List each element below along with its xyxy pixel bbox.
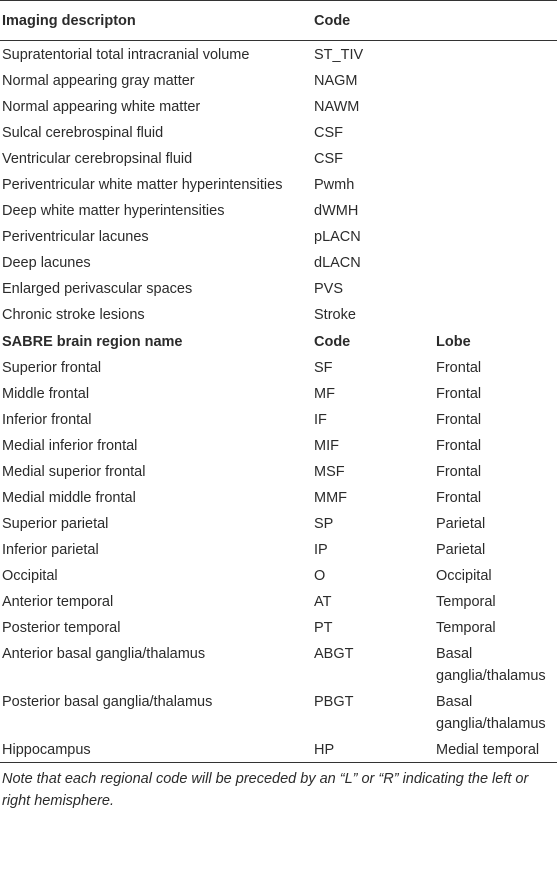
table-row — [0, 275, 557, 301]
cell-lobe: Parietal — [436, 542, 486, 558]
cell-lobe: Parietal — [436, 516, 486, 532]
region-section-header — [0, 327, 557, 354]
table-row — [0, 145, 557, 171]
cell-empty — [434, 171, 557, 197]
header-imaging-description: Imaging descripton — [2, 13, 136, 29]
cell-code: NAGM — [314, 73, 358, 89]
table-footnote: Note that each regional code will be preceded by an “L” or “R” indicating the left or right hemisphere. — [2, 771, 529, 809]
table-row — [0, 301, 557, 327]
table-row — [0, 458, 557, 484]
cell-code: PT — [314, 620, 333, 636]
cell-name: Hippocampus — [2, 742, 91, 758]
table-row — [0, 119, 557, 145]
cell-code: AT — [314, 594, 332, 610]
header-region-name: SABRE brain region name — [2, 334, 183, 350]
cell-lobe: Temporal — [436, 594, 496, 610]
cell-name: Occipital — [2, 568, 58, 584]
cell-desc: Normal appearing white matter — [2, 99, 201, 115]
cell-desc: Sulcal cerebrospinal fluid — [2, 125, 164, 141]
cell-code: O — [314, 568, 326, 584]
imaging-section — [0, 41, 557, 328]
cell-empty — [434, 41, 557, 68]
cell-lobe: Frontal — [436, 490, 482, 506]
cell-name: Medial middle frontal — [2, 490, 136, 506]
cell-empty — [434, 223, 557, 249]
header-lobe: Lobe — [436, 334, 471, 350]
table-row — [0, 93, 557, 119]
cell-code: MMF — [314, 490, 348, 506]
cell-code: MIF — [314, 438, 339, 454]
table-row — [0, 614, 557, 640]
cell-lobe: Frontal — [436, 464, 482, 480]
cell-desc: Normal appearing gray matter — [2, 73, 195, 89]
cell-desc: Supratentorial total intracranial volume — [2, 47, 250, 63]
cell-empty — [434, 145, 557, 171]
header-empty — [434, 1, 557, 41]
table-row — [0, 536, 557, 562]
table-row — [0, 223, 557, 249]
cell-code: IP — [314, 542, 328, 558]
cell-code: HP — [314, 742, 335, 758]
cell-desc: Periventricular lacunes — [2, 229, 149, 245]
cell-lobe: Temporal — [436, 620, 496, 636]
cell-name: Medial superior frontal — [2, 464, 146, 480]
table-row — [0, 562, 557, 588]
table-row — [0, 380, 557, 406]
cell-lobe: Frontal — [436, 360, 482, 376]
cell-code: ST_TIV — [314, 47, 364, 63]
cell-lobe: Frontal — [436, 386, 482, 402]
cell-code: IF — [314, 412, 327, 428]
cell-desc: Deep white matter hyperintensities — [2, 203, 225, 219]
cell-code: Stroke — [314, 307, 356, 323]
cell-name: Medial inferior frontal — [2, 438, 138, 454]
cell-empty — [434, 301, 557, 327]
cell-lobe: Medial temporal — [436, 742, 540, 758]
cell-code: MSF — [314, 464, 345, 480]
cell-name: Inferior parietal — [2, 542, 99, 558]
cell-name: Posterior temporal — [2, 620, 121, 636]
table-row — [0, 688, 557, 736]
cell-code: PVS — [314, 281, 344, 297]
cell-empty — [434, 197, 557, 223]
table-row — [0, 354, 557, 380]
table-row — [0, 510, 557, 536]
cell-lobe: Basal ganglia/thalamus — [436, 646, 546, 684]
table-row — [0, 67, 557, 93]
table-row — [0, 171, 557, 197]
table-row — [0, 484, 557, 510]
table-row — [0, 406, 557, 432]
cell-name: Middle frontal — [2, 386, 90, 402]
cell-desc: Deep lacunes — [2, 255, 91, 271]
cell-code: pLACN — [314, 229, 361, 245]
cell-code: CSF — [314, 151, 343, 167]
cell-name: Inferior frontal — [2, 412, 92, 428]
cell-empty — [434, 93, 557, 119]
cell-name: Posterior basal ganglia/thalamus — [2, 694, 213, 710]
header-region-code: Code — [314, 334, 351, 350]
section-header-row — [0, 327, 557, 354]
table-row — [0, 588, 557, 614]
table-header-row — [0, 1, 557, 41]
cell-desc: Enlarged perivascular spaces — [2, 281, 193, 297]
cell-name: Anterior temporal — [2, 594, 114, 610]
cell-lobe: Frontal — [436, 412, 482, 428]
cell-code: Pwmh — [314, 177, 355, 193]
cell-name: Superior frontal — [2, 360, 102, 376]
header-code: Code — [314, 13, 351, 29]
region-section — [0, 354, 557, 763]
table-row — [0, 432, 557, 458]
cell-name: Anterior basal ganglia/thalamus — [2, 646, 206, 662]
cell-lobe: Basal ganglia/thalamus — [436, 694, 546, 732]
cell-desc: Chronic stroke lesions — [2, 307, 145, 323]
cell-code: CSF — [314, 125, 343, 141]
table-row — [0, 736, 557, 763]
cell-desc: Periventricular white matter hyperintensities — [2, 177, 283, 193]
table-row — [0, 41, 557, 68]
cell-code: ABGT — [314, 646, 354, 662]
table-row — [0, 249, 557, 275]
cell-empty — [434, 275, 557, 301]
cell-lobe: Occipital — [436, 568, 492, 584]
cell-empty — [434, 249, 557, 275]
table-row — [0, 197, 557, 223]
table-row — [0, 640, 557, 688]
cell-code: dWMH — [314, 203, 359, 219]
cell-code: MF — [314, 386, 335, 402]
cell-code: dLACN — [314, 255, 361, 271]
cell-code: NAWM — [314, 99, 360, 115]
cell-name: Superior parietal — [2, 516, 109, 532]
cell-empty — [434, 119, 557, 145]
cell-code: SP — [314, 516, 334, 532]
cell-code: PBGT — [314, 694, 354, 710]
cell-lobe: Frontal — [436, 438, 482, 454]
cell-desc: Ventricular cerebropsinal fluid — [2, 151, 193, 167]
cell-empty — [434, 67, 557, 93]
cell-code: SF — [314, 360, 333, 376]
